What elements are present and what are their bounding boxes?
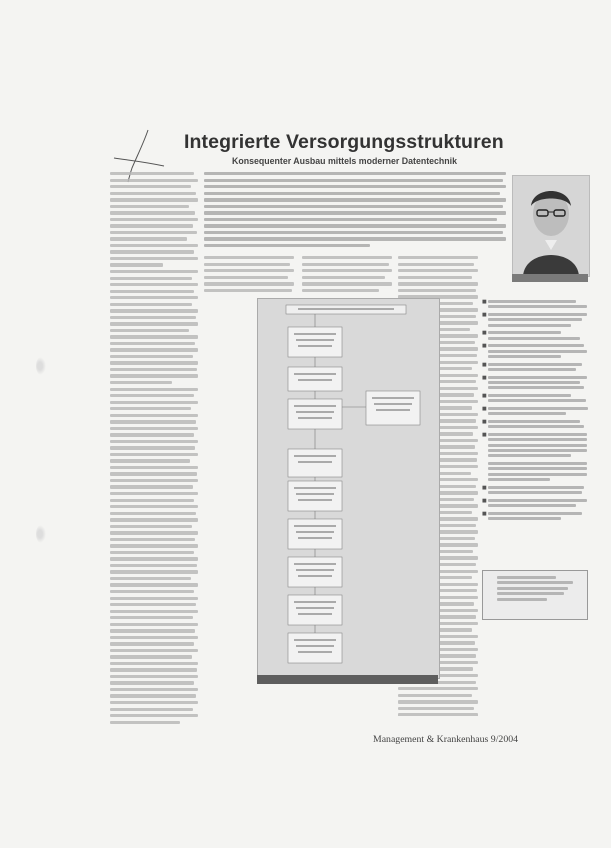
bullet-marker-icon: ■ bbox=[482, 343, 487, 350]
bullet-marker-icon: ■ bbox=[482, 311, 487, 318]
list-item bbox=[482, 512, 592, 523]
info-box bbox=[482, 570, 588, 620]
bullet-marker-icon: ■ bbox=[482, 431, 487, 438]
body-column-1 bbox=[110, 283, 198, 725]
author-photo bbox=[512, 175, 590, 277]
bullet-marker-icon: ■ bbox=[482, 405, 487, 412]
article-subtitle: Konsequenter Ausbau mittels moderner Datentechnik bbox=[232, 156, 458, 166]
intro-column bbox=[110, 172, 198, 283]
body-column-2 bbox=[204, 256, 294, 296]
bullet-list bbox=[482, 300, 592, 525]
bullet-marker-icon: ■ bbox=[482, 497, 487, 504]
list-item bbox=[482, 420, 592, 431]
list-item bbox=[482, 486, 592, 497]
list-item bbox=[482, 407, 592, 418]
bullet-marker-icon: ■ bbox=[482, 484, 487, 491]
bullet-marker-icon: ■ bbox=[482, 418, 487, 425]
list-item bbox=[482, 499, 592, 510]
flow-diagram bbox=[257, 298, 440, 679]
bullet-marker-icon: ■ bbox=[482, 510, 487, 517]
list-item bbox=[482, 433, 592, 460]
issue-footer: Management & Krankenhaus 9/2004 bbox=[373, 734, 519, 745]
list-item bbox=[482, 300, 592, 311]
photo-caption bbox=[512, 274, 588, 282]
bullet-marker-icon: ■ bbox=[482, 299, 487, 305]
bullet-marker-icon: ■ bbox=[482, 330, 487, 337]
list-item bbox=[482, 394, 592, 405]
article-title: Integrierte Versorgungsstrukturen bbox=[184, 131, 504, 153]
bullet-marker-icon: ■ bbox=[482, 361, 487, 368]
punch-hole-icon bbox=[36, 357, 46, 375]
bullet-marker-icon: ■ bbox=[482, 374, 487, 381]
list-item bbox=[482, 313, 592, 329]
list-item bbox=[482, 331, 592, 342]
diagram-caption bbox=[257, 675, 438, 684]
body-column-3 bbox=[302, 256, 392, 296]
bullet-marker-icon: ■ bbox=[482, 392, 487, 399]
list-item bbox=[482, 462, 592, 484]
list-item bbox=[482, 344, 592, 360]
intro-wide-text bbox=[204, 172, 506, 250]
list-item bbox=[482, 376, 592, 392]
list-item bbox=[482, 363, 592, 374]
punch-hole-icon bbox=[36, 525, 46, 543]
